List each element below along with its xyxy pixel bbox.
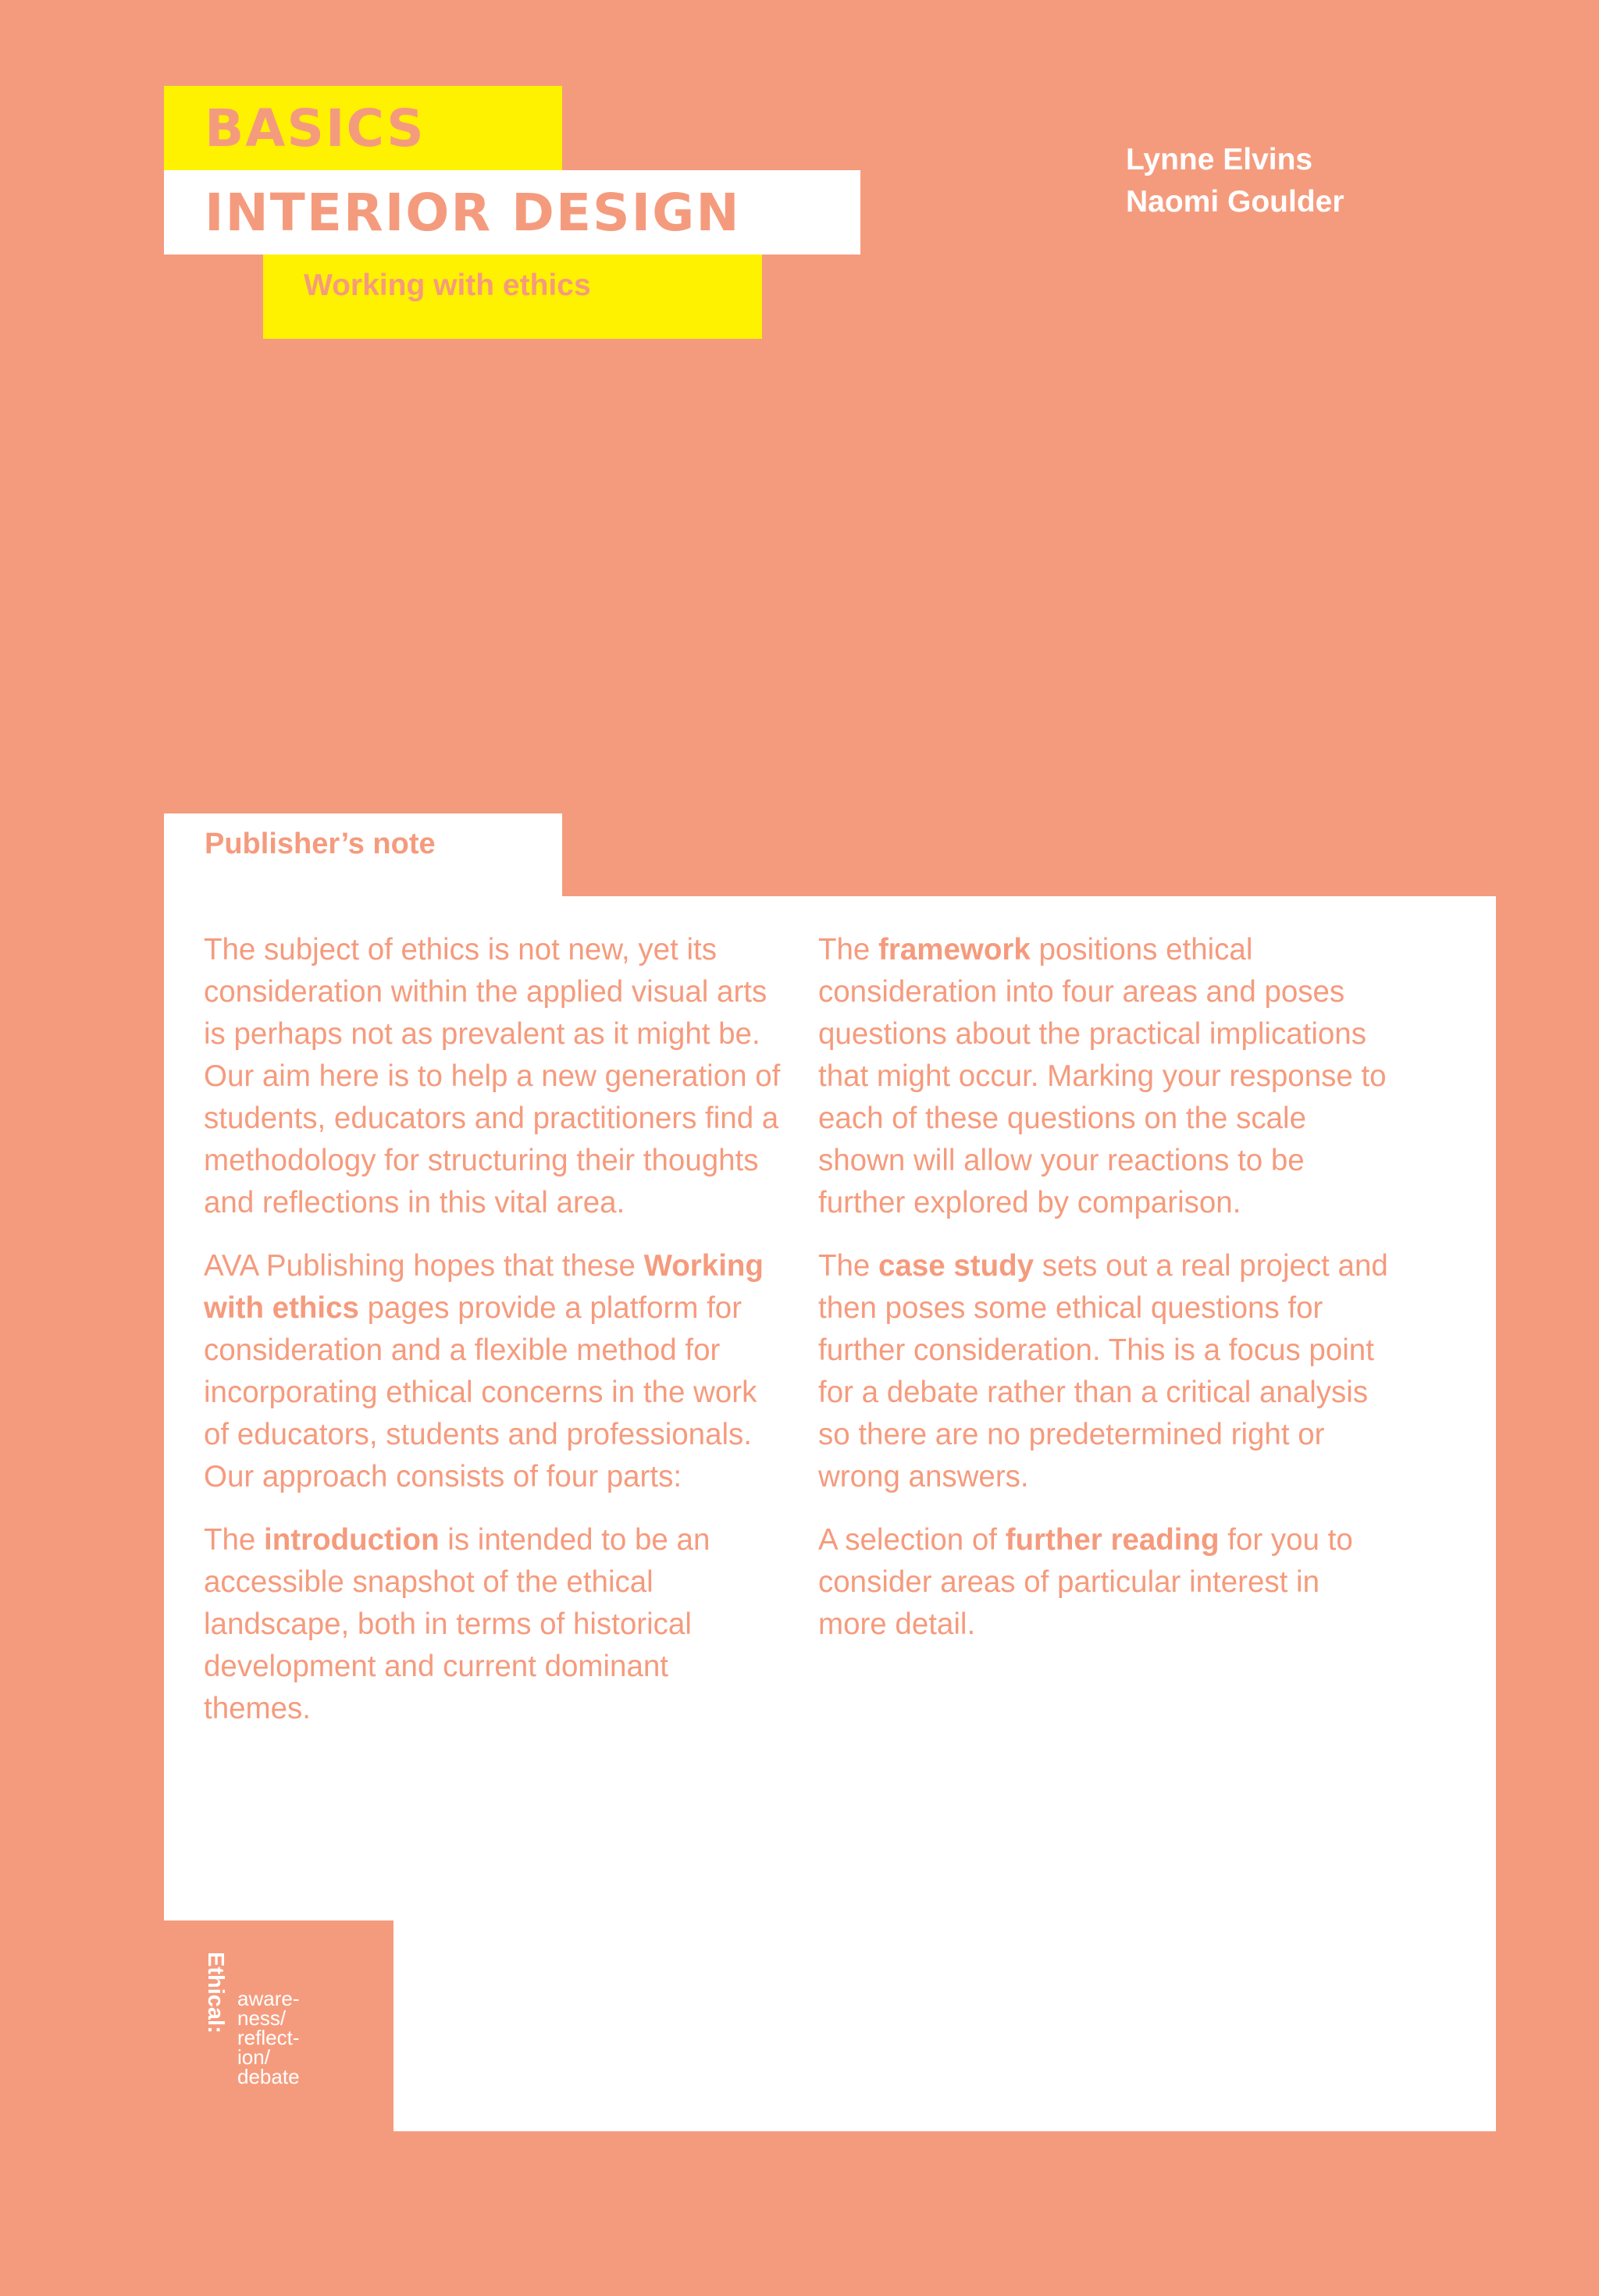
emphasis: further reading xyxy=(1005,1523,1220,1557)
subtitle-banner xyxy=(263,255,762,339)
series-banner xyxy=(164,86,562,172)
paragraph: A selection of further reading for you to consider areas of particular interest in more detail. xyxy=(818,1523,1353,1641)
series-title: BASICS xyxy=(205,98,426,158)
paragraph: The subject of ethics is not new, yet its consideration within the applied visual arts is perhaps not as prevalent as it might be. Our aim here is to help a new generation of students, educators and practitioners find a methodology for structuring their thoughts and reflections in this vital area. xyxy=(204,933,781,1219)
author-name: Lynne Elvins xyxy=(1126,143,1313,176)
note-heading: Publisher’s note xyxy=(205,828,436,860)
emphasis: introduction xyxy=(264,1523,440,1557)
paragraph: AVA Publishing hopes that these Working with ethics pages provide a platform for consideration and a flexible method for incorporating ethical concerns in the work of educators, students and professionals. Our approach consists of four parts: xyxy=(204,1249,764,1493)
panel-extension xyxy=(394,1920,1496,2131)
book-subtitle: Working with ethics xyxy=(304,269,591,302)
emphasis: Working with ethics xyxy=(204,1249,764,1325)
emphasis: case study xyxy=(878,1249,1035,1283)
author-name: Naomi Goulder xyxy=(1126,185,1344,219)
emphasis: framework xyxy=(878,933,1031,966)
ethical-tag-words: aware- ness/ reflect- ion/ debate xyxy=(237,1987,300,2088)
author-list xyxy=(1126,139,1344,223)
note-heading-tab xyxy=(164,813,562,898)
paragraph: The framework positions ethical consideration into four areas and poses questions about the practical implications that might occur. Marking your response to each of these questions on the scale shown will allow your reactions to be further explored by comparison. xyxy=(818,933,1387,1219)
title-banner xyxy=(164,170,860,255)
ethical-tag-label: Ethical: xyxy=(203,1952,228,2034)
book-title: INTERIOR DESIGN xyxy=(205,183,741,243)
note-column-right xyxy=(818,929,1396,1667)
paragraph: The introduction is intended to be an accessible snapshot of the ethical landscape, both in terms of historical development and current dominant themes. xyxy=(204,1523,710,1725)
note-column-left xyxy=(204,929,782,1751)
paragraph: The case study sets out a real project and then poses some ethical questions for further consideration. This is a focus point for a debate rather than a critical analysis so there are no predetermined right or wrong answers. xyxy=(818,1249,1388,1493)
